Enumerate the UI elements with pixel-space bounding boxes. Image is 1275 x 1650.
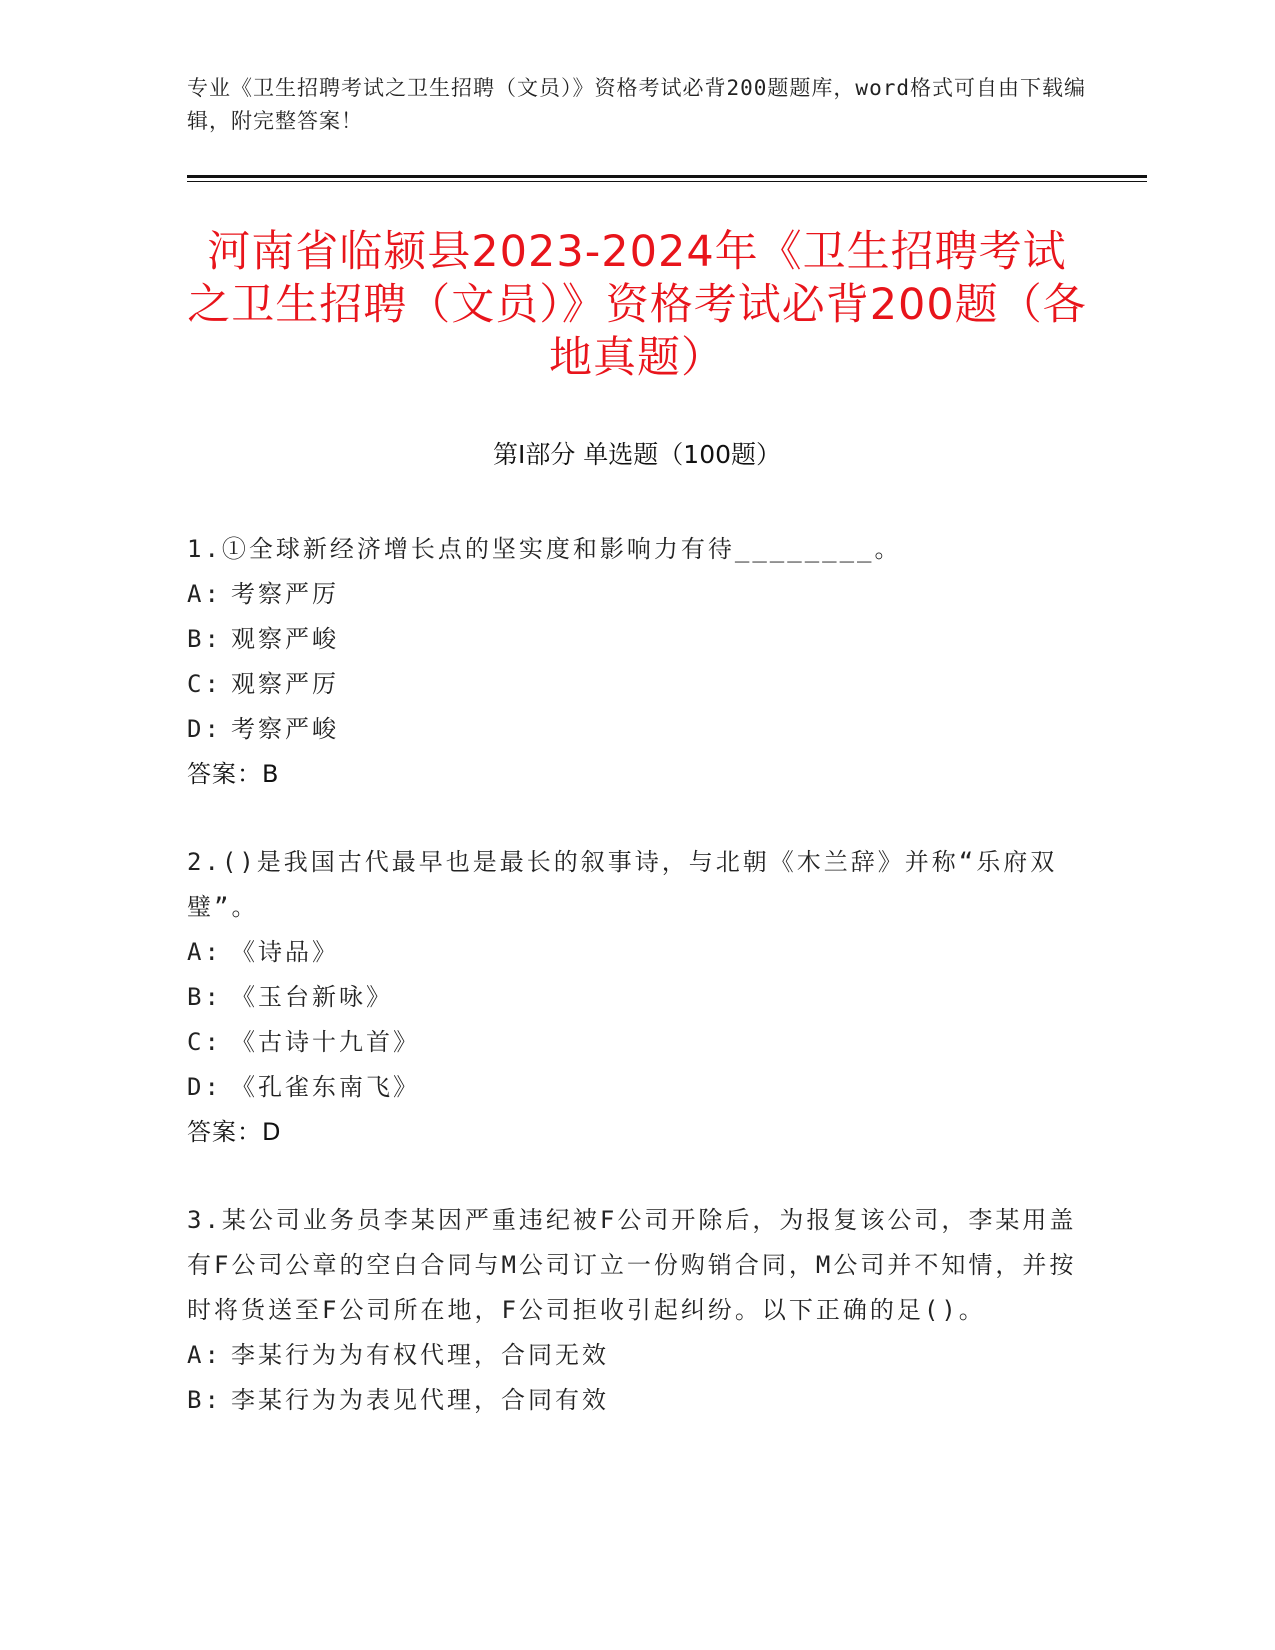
option-d bbox=[187, 707, 1087, 752]
option-d bbox=[187, 1065, 1087, 1110]
document-title: 河南省临颍县2023-2024年《卫生招聘考试之卫生招聘（文员）》资格考试必背200题（各地真题） bbox=[187, 227, 1087, 383]
question-list bbox=[187, 527, 1087, 1466]
option-label: B: bbox=[187, 983, 222, 1011]
question-3 bbox=[187, 1198, 1087, 1423]
option-a bbox=[187, 572, 1087, 617]
option-label: D: bbox=[187, 1073, 222, 1101]
option-a bbox=[187, 1333, 1087, 1378]
answer-line: 答案：B bbox=[187, 760, 280, 788]
option-text: 观察严峻 bbox=[231, 625, 339, 653]
header-rule-thin bbox=[187, 181, 1147, 182]
option-label: C: bbox=[187, 670, 222, 698]
question-stem: 3.某公司业务员李某因严重违纪被F公司开除后，为报复该公司，李某用盖有F公司公章的空白合同与M公司订立一份购销合同，M公司并不知情，并按时将货送至F公司所在地，F公司拒收引起纠纷。以下正确的足()。 bbox=[187, 1206, 1077, 1324]
question-2 bbox=[187, 840, 1087, 1155]
option-a bbox=[187, 930, 1087, 975]
answer-line: 答案：D bbox=[187, 1118, 282, 1146]
question-1 bbox=[187, 527, 1087, 797]
option-label: D: bbox=[187, 715, 222, 743]
question-stem: 1.①全球新经济增长点的坚实度和影响力有待________。 bbox=[187, 535, 902, 563]
option-label: C: bbox=[187, 1028, 222, 1056]
option-text: 《古诗十九首》 bbox=[231, 1028, 420, 1056]
option-text: 考察严厉 bbox=[231, 580, 339, 608]
option-label: B: bbox=[187, 1386, 222, 1414]
header-note: 专业《卫生招聘考试之卫生招聘（文员）》资格考试必背200题题库，word格式可自由下载编辑，附完整答案！ bbox=[187, 76, 1086, 133]
option-label: A: bbox=[187, 1341, 222, 1369]
option-b bbox=[187, 975, 1087, 1020]
option-c bbox=[187, 1020, 1087, 1065]
option-c bbox=[187, 662, 1087, 707]
header-rule-thick bbox=[187, 175, 1147, 178]
option-text: 观察严厉 bbox=[231, 670, 339, 698]
option-text: 李某行为为有权代理，合同无效 bbox=[231, 1341, 609, 1369]
question-stem: 2.()是我国古代最早也是最长的叙事诗，与北朝《木兰辞》并称“乐府双璧”。 bbox=[187, 848, 1058, 921]
option-text: 《诗品》 bbox=[231, 938, 339, 966]
option-b bbox=[187, 1378, 1087, 1423]
option-text: 考察严峻 bbox=[231, 715, 339, 743]
option-label: A: bbox=[187, 938, 222, 966]
option-text: 《孔雀东南飞》 bbox=[231, 1073, 420, 1101]
section-heading: 第Ⅰ部分 单选题（100题） bbox=[492, 440, 782, 469]
option-text: 李某行为为表见代理，合同有效 bbox=[231, 1386, 609, 1414]
option-text: 《玉台新咏》 bbox=[231, 983, 393, 1011]
option-label: A: bbox=[187, 580, 222, 608]
option-label: B: bbox=[187, 625, 222, 653]
option-b bbox=[187, 617, 1087, 662]
